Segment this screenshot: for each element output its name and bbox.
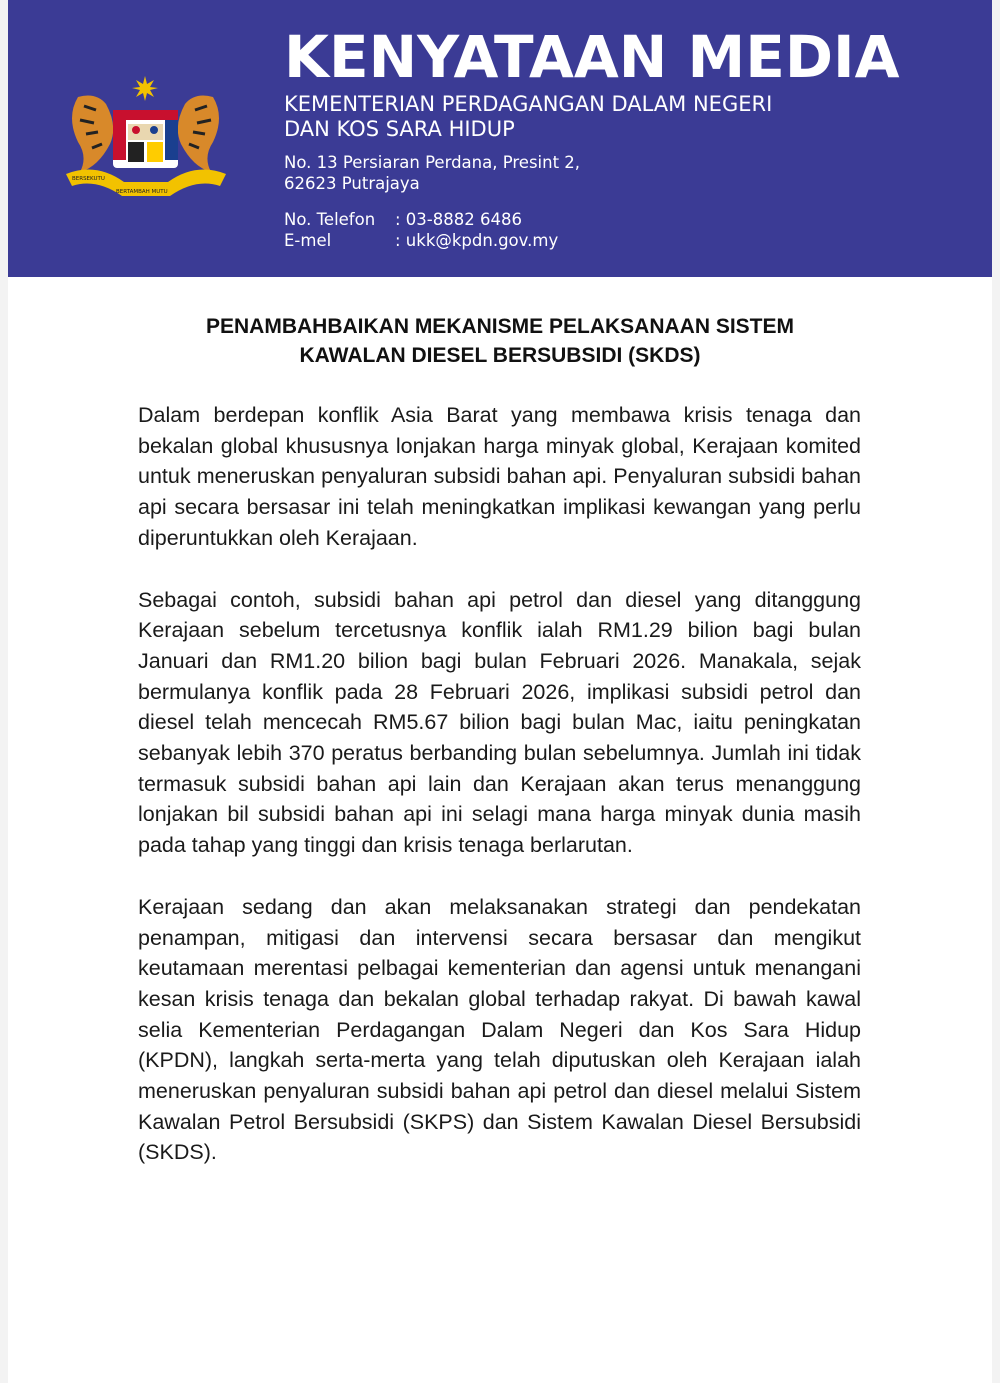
address-line2: 62623 Putrajaya [284,174,420,193]
crest-motto-left: BERSEKUTU [72,176,105,182]
media-release-title: KENYATAAN MEDIA [284,23,900,91]
document-title-line2: KAWALAN DIESEL BERSUBSIDI (SKDS) [299,344,701,367]
address-line1: No. 13 Persiaran Perdana, Presint 2, [284,153,581,172]
phone-value: : 03-8882 6486 [395,210,522,229]
ministry-name [284,92,772,142]
crest-motto-bottom: BERTAMBAH MUTU [116,189,168,195]
body-paragraph-1: Dalam berdepan konflik Asia Barat yang membawa krisis tenaga dan bekalan global khususnya lonjakan harga minyak global, Kerajaan komited untuk meneruskan penyaluran subsidi bahan api. Penyaluran subsidi bahan api secara bersasar ini telah meningkatkan implikasi kewangan yang perlu diperuntukkan oleh Kerajaan. [138,403,861,550]
contact-info [284,209,558,251]
phone-label: No. Telefon [284,210,376,229]
coat-of-arms-logo [58,72,233,202]
body-paragraph-3: Kerajaan sedang dan akan melaksanakan strategi dan pendekatan penampan, mitigasi dan intervensi secara bersasar dan mengikut keutamaan merentasi pelbagai kementerian dan agensi untuk menangani kesan krisis tenaga dan bekalan global terhadap rakyat. Di bawah kawal selia Kementerian Perdagangan Dalam Negeri dan Kos Sara Hidup (KPDN), langkah serta-merta yang telah diputuskan oleh Kerajaan ialah meneruskan penyaluran subsidi bahan api petrol dan diesel melalui Sistem Kawalan Petrol Bersubsidi (SKPS) dan Sistem Kawalan Diesel Bersubsidi (SKDS). [138,894,861,1165]
email-label: E-mel [284,231,332,250]
ministry-name-line1: KEMENTERIAN PERDAGANGAN DALAM NEGERI [284,92,773,116]
email-value: : ukk@kpdn.gov.my [395,231,559,250]
ministry-address [284,152,580,194]
document-body [138,400,861,1199]
phone-row [284,209,558,230]
document-title-line1: PENAMBAHBAIKAN MEKANISME PELAKSANAAN SISTEM [205,315,795,338]
body-paragraph-2: Sebagai contoh, subsidi bahan api petrol dan diesel yang ditanggung Kerajaan sebelum tercetusnya konflik ialah RM1.29 bilion bagi bulan Januari dan RM1.20 bilion bagi bulan Februari 2026. Manakala, sejak bermulanya konflik pada 28 Februari 2026, implikasi subsidi petrol dan diesel telah mencecah RM5.67 bilion bagi bulan Mac, iaitu peningkatan sebanyak lebih 370 peratus berbanding bulan sebelumnya. Jumlah ini tidak termasuk subsidi bahan api lain dan Kerajaan akan terus menanggung lonjakan bil subsidi bahan api ini selagi mana harga minyak dunia masih pada tahap yang tinggi dan krisis tenaga berlarutan. [138,587,861,858]
email-row [284,230,558,251]
document-title [100,312,900,370]
header-banner [8,0,992,277]
ministry-name-line2: DAN KOS SARA HIDUP [284,117,515,141]
